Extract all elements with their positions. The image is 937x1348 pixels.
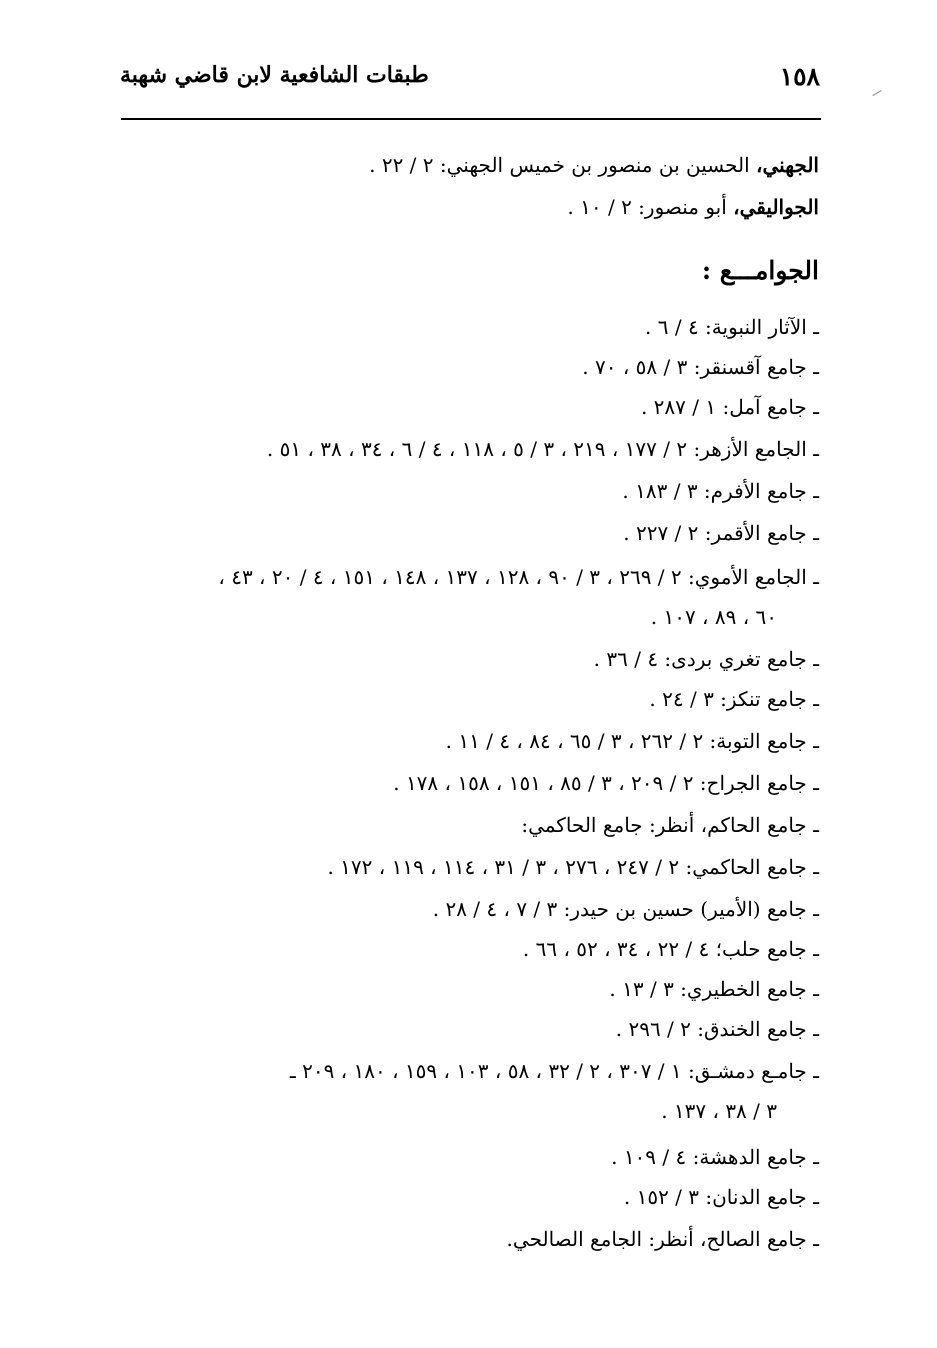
index-item: ـ جامع الأفرم: ٣ / ١٨٣ . — [622, 479, 819, 503]
index-item: ـ جامع الجراح: ٢ / ٢٠٩ ، ٣ / ٨٥ ، ١٥١ ، ١٥٨ ، ١٧٨ . — [393, 771, 819, 795]
index-item: ـ جامع الحاكم، أنظر: جامع الحاكمي: — [521, 813, 819, 837]
index-item: ـ جامع التوبة: ٢ / ٢٦٢ ، ٣ / ٦٥ ، ٨٤ ، ٤ / ١١ . — [445, 729, 819, 753]
index-item: ـ جامـع دمشـق: ١ / ٣٠٧ ، ٢ / ٣٢ ، ٥٨ ، ١٠٣ ، ١٥٩ ، ١٨٠ ، ٢٠٩ ـ — [289, 1059, 819, 1083]
entry-term: الجواليقي، — [733, 195, 819, 219]
index-item: ـ جامع الخطيري: ٣ / ١٣ . — [609, 977, 819, 1001]
page-header — [120, 58, 820, 110]
index-item-continuation: ٦٠ ، ٨٩ ، ١٠٧ . — [650, 605, 777, 629]
index-item: ـ جامع (الأمير) حسين بن حيدر: ٣ / ٧ ، ٤ / ٢٨ . — [432, 897, 819, 921]
index-item: ـ الآثار النبوية: ٤ / ٦ . — [645, 315, 819, 339]
index-item: ـ جامع آقسنقر: ٣ / ٥٨ ، ٧٠ . — [582, 355, 819, 379]
index-item: ـ جامع تنكز: ٣ / ٢٤ . — [649, 687, 819, 711]
index-item: ـ جامع حلب؛ ٤ / ٢٢ ، ٣٤ ، ٥٢ ، ٦٦ . — [522, 937, 819, 961]
index-item: ـ الجامع الأزهر: ٢ / ١٧٧ ، ٢١٩ ، ٣ / ٥ ، ١١٨ ، ٤ / ٦ ، ٣٤ ، ٣٨ ، ٥١ . — [266, 437, 819, 461]
running-title: طبقات الشافعية لابن قاضي شهبة — [120, 62, 429, 88]
index-item: ـ جامع الأقمر: ٢ / ٢٢٧ . — [623, 521, 819, 545]
entry-text: الحسين بن منصور بن خميس الجهني: ٢ / ٢٢ . — [369, 153, 757, 177]
index-item: ـ جامع الدنان: ٣ / ١٥٢ . — [623, 1185, 819, 1209]
index-entry — [369, 150, 819, 180]
page-number: ١٥٨ — [779, 62, 820, 91]
scan-mark — [872, 90, 885, 103]
index-item: ـ جامع الخندق: ٢ / ٢٩٦ . — [615, 1017, 819, 1041]
index-item-continuation: ٣ / ٣٨ ، ١٣٧ . — [661, 1099, 777, 1123]
index-item: ـ جامع الدهشة: ٤ / ١٠٩ . — [611, 1145, 819, 1169]
entry-term: الجهني، — [756, 153, 819, 177]
index-item: ـ الجامع الأموي: ٢ / ٢٦٩ ، ٣ / ٩٠ ، ١٢٨ ، ١٣٧ ، ١٤٨ ، ١٥١ ، ٤ / ٢٠ ، ٤٣ ، — [218, 565, 819, 589]
index-item: ـ جامع الصالح، أنظر: الجامع الصالحي. — [506, 1227, 819, 1251]
index-item: ـ جامع الحاكمي: ٢ / ٢٤٧ ، ٢٧٦ ، ٣ / ٣١ ، ١١٤ ، ١١٩ ، ١٧٢ . — [327, 855, 819, 879]
index-item: ـ جامع تغري بردى: ٤ / ٣٦ . — [593, 647, 819, 671]
index-entry — [567, 192, 819, 222]
entry-text: أبو منصور: ٢ / ١٠ . — [567, 195, 734, 219]
section-heading: الجوامـــع : — [701, 256, 819, 285]
header-rule — [121, 118, 821, 120]
index-item: ـ جامع آمل: ١ / ٢٨٧ . — [640, 395, 819, 419]
